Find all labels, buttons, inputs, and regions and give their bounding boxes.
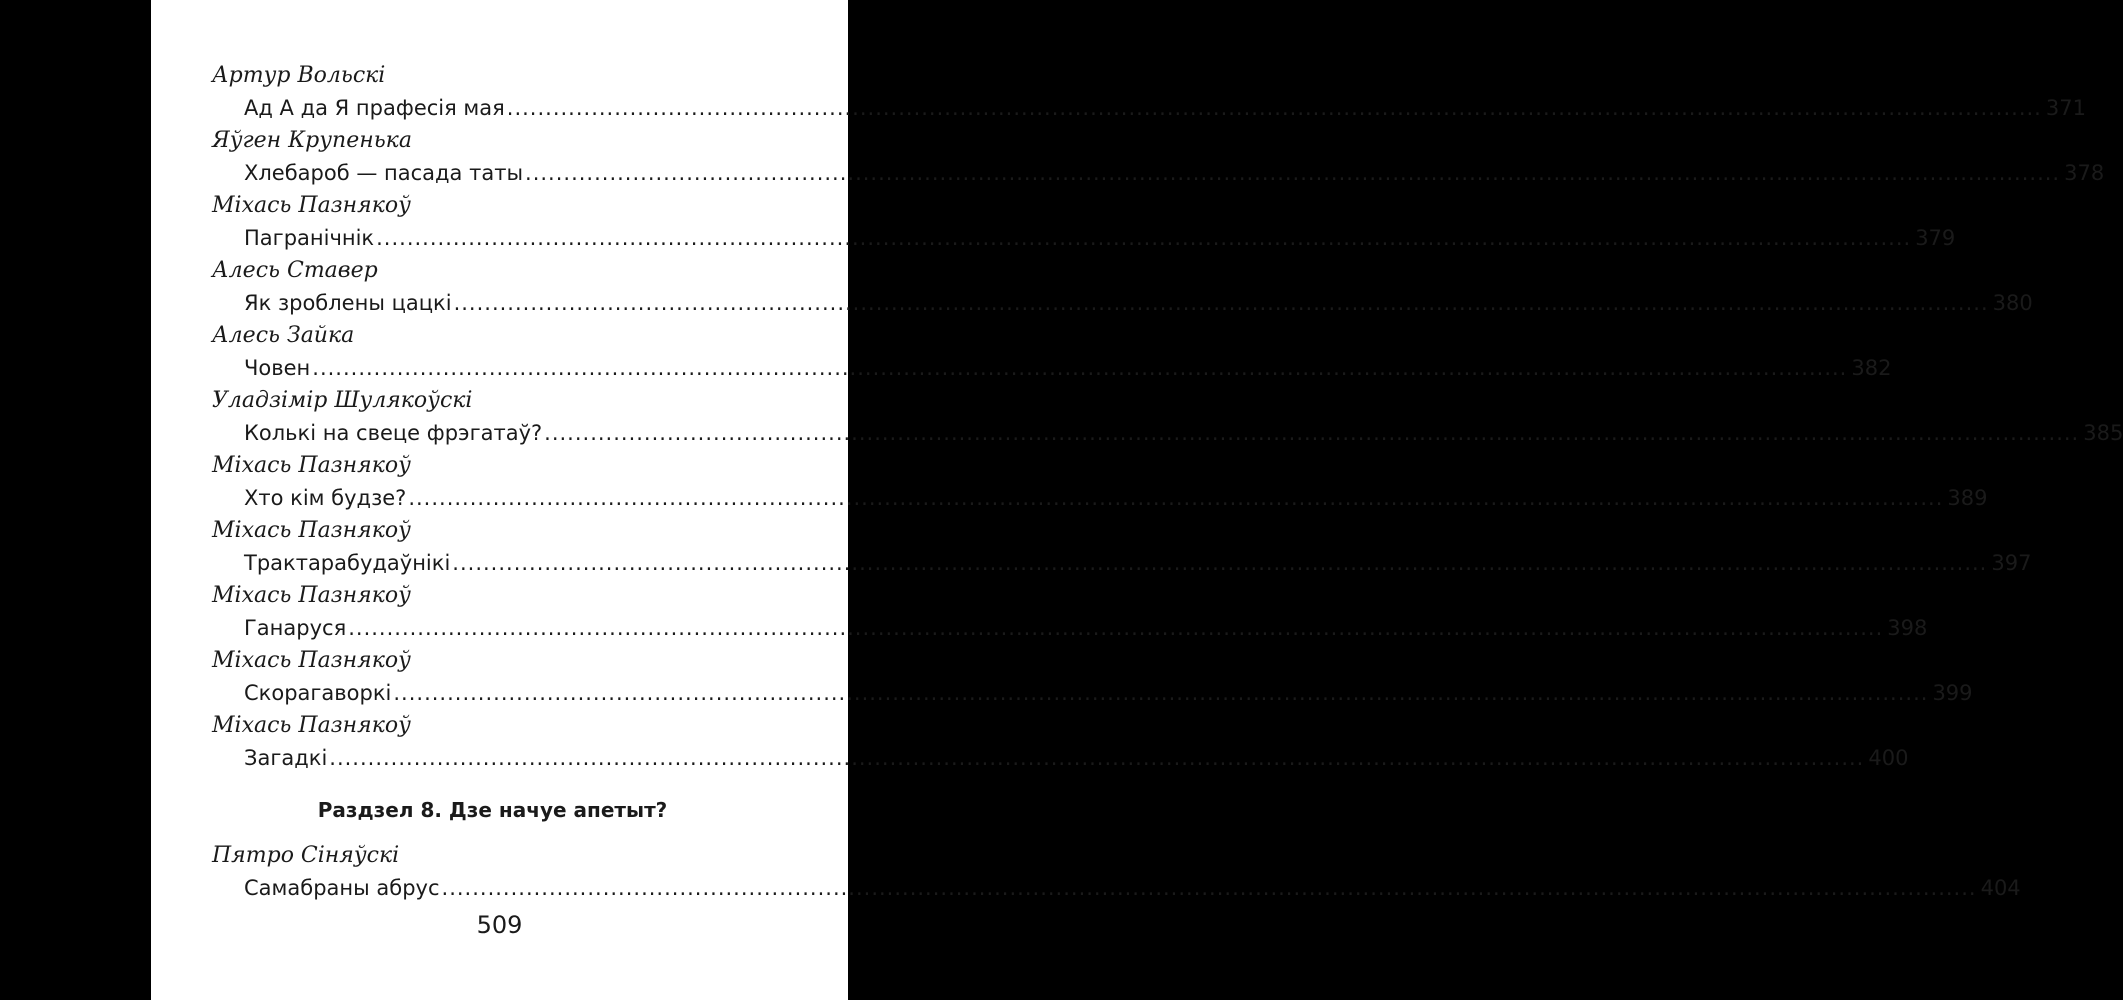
entry-title-row <box>212 417 2123 450</box>
entry-title: Пагранічнік <box>244 226 375 250</box>
entry-title-row <box>212 742 1909 775</box>
dot-leader: ........................................................................................................................................................................................................ <box>376 226 1912 250</box>
entry-page-number: 379 <box>1915 226 1956 250</box>
dot-leader: ........................................................................................................................................................................................................ <box>393 681 1929 705</box>
entry-title: Ад А да Я прафесія мая <box>244 96 505 120</box>
dot-leader: ........................................................................................................................................................................................................ <box>453 291 1989 315</box>
toc-entry <box>212 125 2105 190</box>
book-page <box>151 0 2123 1000</box>
entry-author: Уладзімір Шулякоўскі <box>212 388 473 413</box>
entry-title-row <box>212 287 2033 320</box>
entry-title: Хлебароб — пасада таты <box>244 161 524 185</box>
entry-author: Алесь Зайка <box>212 323 355 348</box>
dot-leader: ........................................................................................................................................................................................................ <box>506 96 2042 120</box>
toc-entry <box>212 450 1988 515</box>
toc-entry <box>212 60 2086 125</box>
entry-page-number: 378 <box>2064 161 2105 185</box>
entry-page-number: 389 <box>1947 486 1988 510</box>
dot-leader: ........................................................................................................................................................................................................ <box>408 486 1944 510</box>
entry-author: Міхась Пазнякоў <box>212 193 411 218</box>
entry-title-row <box>212 547 2032 580</box>
entry-author: Міхась Пазнякоў <box>212 583 411 608</box>
section-heading: Раздзел 8. Дзе начуе апетыт? <box>317 798 668 822</box>
dot-leader: ........................................................................................................................................................................................................ <box>525 161 2061 185</box>
entry-page-number: 397 <box>1991 551 2032 575</box>
entry-title: Човен <box>244 356 311 380</box>
entry-author: Яўген Крупенька <box>212 128 412 153</box>
entry-title: Ганаруся <box>244 616 347 640</box>
entry-author: Міхась Пазнякоў <box>212 648 411 673</box>
entry-page-number: 399 <box>1932 681 1973 705</box>
entry-author: Алесь Ставер <box>212 258 378 283</box>
dot-leader: ........................................................................................................................................................................................................ <box>452 551 1988 575</box>
dot-leader: ........................................................................................................................................................................................................ <box>329 746 1865 770</box>
toc-entry <box>212 190 1956 255</box>
entry-title: Трактарабудаўнікі <box>244 551 451 575</box>
entry-page-number: 398 <box>1887 616 1928 640</box>
dot-leader: ........................................................................................................................................................................................................ <box>544 421 2080 445</box>
entry-title-row <box>212 482 1988 515</box>
toc-list <box>212 840 2021 905</box>
entry-title-row <box>212 157 2105 190</box>
entry-title-row <box>212 352 1892 385</box>
toc-entry <box>212 580 1928 645</box>
entry-author: Міхась Пазнякоў <box>212 518 411 543</box>
entry-page-number: 380 <box>1992 291 2033 315</box>
toc-entry <box>212 320 1892 385</box>
toc-entry <box>212 645 1973 710</box>
entry-author: Пятро Сіняўскі <box>212 843 400 868</box>
entry-author: Міхась Пазнякоў <box>212 453 411 478</box>
dot-leader: ........................................................................................................................................................................................................ <box>348 616 1884 640</box>
entry-title: Загадкі <box>244 746 328 770</box>
entry-title: Колькі на свеце фрэгатаў? <box>244 421 543 445</box>
entry-author: Артур Вольскі <box>212 63 386 88</box>
entry-author: Міхась Пазнякоў <box>212 713 411 738</box>
entry-page-number: 400 <box>1868 746 1909 770</box>
entry-title-row <box>212 92 2086 125</box>
entry-title: Скорагаворкі <box>244 681 392 705</box>
toc-entry <box>212 710 1909 775</box>
entry-title-row <box>212 677 1973 710</box>
entry-title-row <box>212 612 1928 645</box>
dot-leader: ........................................................................................................................................................................................................ <box>441 876 1977 900</box>
toc-entry <box>212 255 2033 320</box>
entry-page-number: 382 <box>1851 356 1892 380</box>
dot-leader: ........................................................................................................................................................................................................ <box>312 356 1848 380</box>
entry-page-number: 371 <box>2045 96 2086 120</box>
toc-entry <box>212 515 2032 580</box>
entry-title: Хто кім будзе? <box>244 486 407 510</box>
table-of-contents <box>212 60 2123 905</box>
toc-list <box>212 60 2123 775</box>
entry-title-row <box>212 872 2021 905</box>
toc-entry <box>212 840 2021 905</box>
toc-entry <box>212 385 2123 450</box>
entry-title: Самабраны абрус <box>244 876 440 900</box>
entry-title-row <box>212 222 1956 255</box>
entry-title: Як зроблены цацкі <box>244 291 452 315</box>
page-number: 509 <box>476 911 523 939</box>
entry-page-number: 385 <box>2083 421 2123 445</box>
entry-page-number: 404 <box>1980 876 2021 900</box>
